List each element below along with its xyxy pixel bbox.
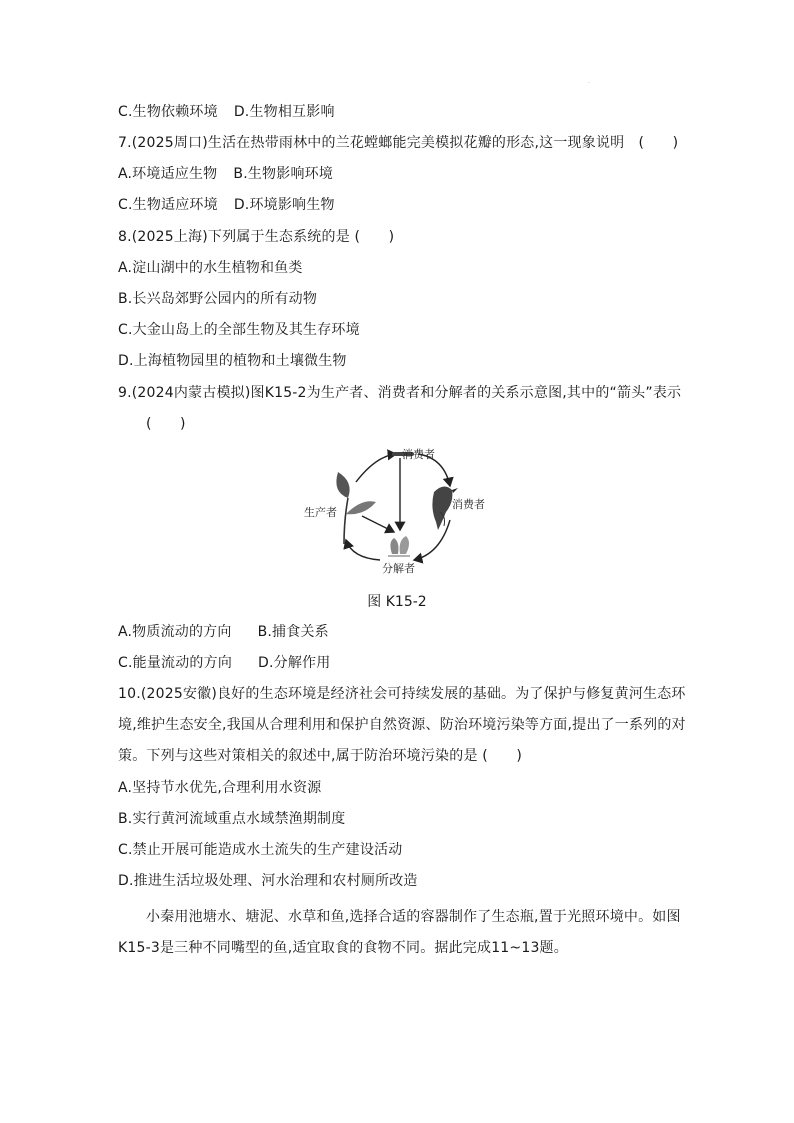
q10-stem-line3: 策。下列与这些对策相关的叙述中,属于防治环境污染的是 ( ) (118, 748, 523, 764)
diagram-svg (296, 442, 496, 582)
q7-option-c: C.生物适应环境 (118, 197, 218, 213)
q10-option-d: D.推进生活垃圾处理、河水治理和农村厕所改造 (118, 873, 418, 889)
q6-option-c: C.生物依赖环境 (118, 104, 218, 120)
q9-option-c: C.能量流动的方向 (118, 655, 233, 671)
q9-options-cd (118, 653, 330, 673)
q7-options-cd (118, 195, 335, 215)
q7-options-ab (118, 164, 333, 184)
arrow-producer-to-decomposer (362, 516, 394, 532)
q9-options-ab (118, 622, 329, 642)
q10-stem-line1: 10.(2025安徽)良好的生态环境是经济社会可持续发展的基础。为了保护与修复黄河生态环 (118, 686, 686, 702)
plant-icon (336, 472, 376, 544)
q6-option-d: D.生物相互影响 (233, 104, 335, 120)
arc-consumer2-to-decomposer (414, 520, 450, 560)
q7-option-d: D.环境影响生物 (233, 197, 335, 213)
q9-stem: 9.(2024内蒙古模拟)图K15-2为生产者、消费者和分解者的关系示意图,其中的“箭头”表示 (118, 385, 682, 401)
figure-caption: 图 K15-2 (367, 594, 427, 610)
q10-stem-line2: 境,维护生态安全,我国从合理利用和保护自然资源、防治环境污染等方面,提出了一系列的对 (118, 717, 686, 733)
arc-decomposer-to-producer (346, 540, 380, 560)
label-top-consumer: 消费者 (402, 448, 435, 461)
q8-option-d: D.上海植物园里的植物和土壤微生物 (118, 353, 347, 369)
q8-option-a: A.淀山湖中的水生植物和鱼类 (118, 260, 303, 276)
q8-stem: 8.(2025上海)下列属于生态系统的是 ( ) (118, 229, 395, 245)
q6-options-cd (118, 102, 335, 122)
food-relationship-diagram (296, 442, 496, 582)
label-decomposer: 分解者 (382, 562, 415, 575)
label-right-consumer: 消费者 (452, 498, 485, 511)
q9-option-b: B.捕食关系 (257, 624, 329, 640)
q9-answer-bracket: ( ) (146, 416, 186, 432)
q9-option-d: D.分解作用 (258, 655, 331, 671)
q7-stem: 7.(2025周口)生活在热带雨林中的兰花螳螂能完美模拟花瓣的形态,这一现象说明 ( ) (118, 135, 679, 151)
passage-line2: K15-3是三种不同嘴型的鱼,适宜取食的食物不同。据此完成11~13题。 (118, 940, 568, 956)
scan-dot: · (588, 80, 590, 87)
q8-option-b: B.长兴岛郊野公园内的所有动物 (118, 291, 318, 307)
q9-option-a: A.物质流动的方向 (118, 624, 232, 640)
label-producer: 生产者 (304, 506, 337, 519)
q8-option-c: C.大金山岛上的全部生物及其生存环境 (118, 322, 360, 338)
q10-option-a: A.坚持节水优先,合理利用水资源 (118, 780, 322, 796)
q7-option-a: A.环境适应生物 (118, 166, 218, 182)
arc-producer-to-consumer (356, 454, 396, 482)
q7-option-b: B.生物影响环境 (233, 166, 334, 182)
q10-option-b: B.实行黄河流域重点水域禁渔期制度 (118, 811, 346, 827)
passage-line1: 小秦用池塘水、塘泥、水草和鱼,选择合适的容器制作了生态瓶,置于光照环境中。如图 (146, 909, 681, 925)
fungus-icon (388, 536, 410, 556)
q10-option-c: C.禁止开展可能造成水土流失的生产建设活动 (118, 842, 403, 858)
